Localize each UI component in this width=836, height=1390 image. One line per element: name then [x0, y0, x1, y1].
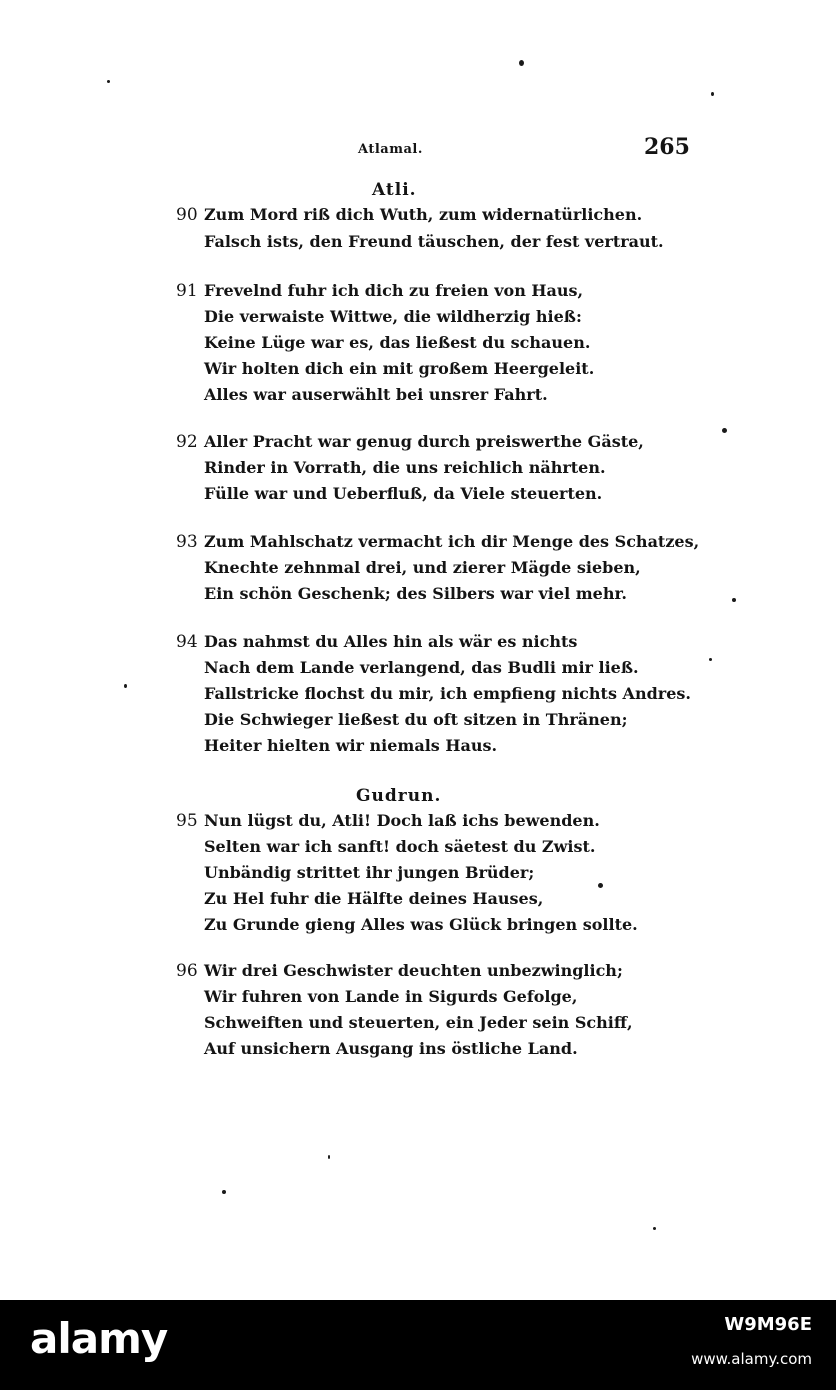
stanza-number: 93	[176, 532, 198, 552]
scan-speck	[653, 1227, 656, 1230]
verse-line: Zu Hel fuhr die Hälfte deines Hauses,	[204, 889, 544, 908]
scan-speck	[519, 60, 524, 66]
page-number: 265	[644, 134, 690, 160]
alamy-logo: alamy	[30, 1314, 168, 1363]
verse-line: Rinder in Vorrath, die uns reichlich nährten.	[204, 458, 606, 477]
running-title: Atlamal.	[358, 142, 423, 157]
verse-line: Ein schön Geschenk; des Silbers war viel mehr.	[204, 584, 627, 603]
scan-speck	[732, 598, 736, 602]
verse-line: Aller Pracht war genug durch preiswerthe Gäste,	[204, 432, 644, 451]
image-id: W9M96E	[724, 1314, 812, 1335]
verse-line: Schweiften und steuerten, ein Jeder sein Schiff,	[204, 1013, 633, 1032]
verse-line: Die verwaiste Wittwe, die wildherzig hieß:	[204, 307, 582, 326]
verse-line: Zum Mahlschatz vermacht ich dir Menge des Schatzes,	[204, 532, 700, 551]
verse-line: Fülle war und Ueberfluß, da Viele steuerten.	[204, 484, 603, 503]
verse-line: Zum Mord riß dich Wuth, zum widernatürlichen.	[204, 205, 643, 224]
stanza-number: 94	[176, 632, 198, 652]
verse-line: Die Schwieger ließest du oft sitzen in Thränen;	[204, 710, 628, 729]
stanza-number: 90	[176, 205, 198, 225]
verse-line: Unbändig strittet ihr jungen Brüder;	[204, 863, 535, 882]
verse-line: Falsch ists, den Freund täuschen, der fest vertraut.	[204, 232, 664, 251]
verse-line: Alles war auserwählt bei unsrer Fahrt.	[204, 385, 548, 404]
watermark-banner	[0, 1300, 836, 1390]
speaker-heading: Gudrun.	[356, 786, 442, 806]
verse-line: Zu Grunde gieng Alles was Glück bringen sollte.	[204, 915, 638, 934]
scan-speck	[709, 658, 712, 661]
scan-speck	[328, 1155, 330, 1159]
verse-line: Fallstricke flochst du mir, ich empfieng nichts Andres.	[204, 684, 691, 703]
scan-speck	[711, 92, 714, 96]
scan-speck	[222, 1190, 226, 1194]
verse-line: Keine Lüge war es, das ließest du schauen.	[204, 333, 591, 352]
scan-speck	[107, 80, 110, 83]
verse-line: Wir holten dich ein mit großem Heergeleit.	[204, 359, 595, 378]
stanza-number: 92	[176, 432, 198, 452]
verse-line: Nun lügst du, Atli! Doch laß ichs bewenden.	[204, 811, 600, 830]
verse-line: Heiter hielten wir niemals Haus.	[204, 736, 498, 755]
site-url: www.alamy.com	[691, 1350, 812, 1368]
scan-speck	[124, 684, 127, 688]
stanza-number: 95	[176, 811, 198, 831]
verse-line: Wir fuhren von Lande in Sigurds Gefolge,	[204, 987, 578, 1006]
verse-line: Nach dem Lande verlangend, das Budli mir ließ.	[204, 658, 639, 677]
speaker-heading: Atli.	[372, 180, 417, 200]
verse-line: Wir drei Geschwister deuchten unbezwinglich;	[204, 961, 623, 980]
verse-line: Das nahmst du Alles hin als wär es nichts	[204, 632, 578, 651]
verse-line: Selten war ich sanft! doch säetest du Zwist.	[204, 837, 596, 856]
stanza-number: 91	[176, 281, 198, 301]
verse-line: Frevelnd fuhr ich dich zu freien von Haus,	[204, 281, 584, 300]
verse-line: Auf unsichern Ausgang ins östliche Land.	[204, 1039, 578, 1058]
verse-line: Knechte zehnmal drei, und zierer Mägde sieben,	[204, 558, 641, 577]
stanza-number: 96	[176, 961, 198, 981]
scan-speck	[598, 883, 603, 888]
scan-speck	[722, 428, 727, 433]
